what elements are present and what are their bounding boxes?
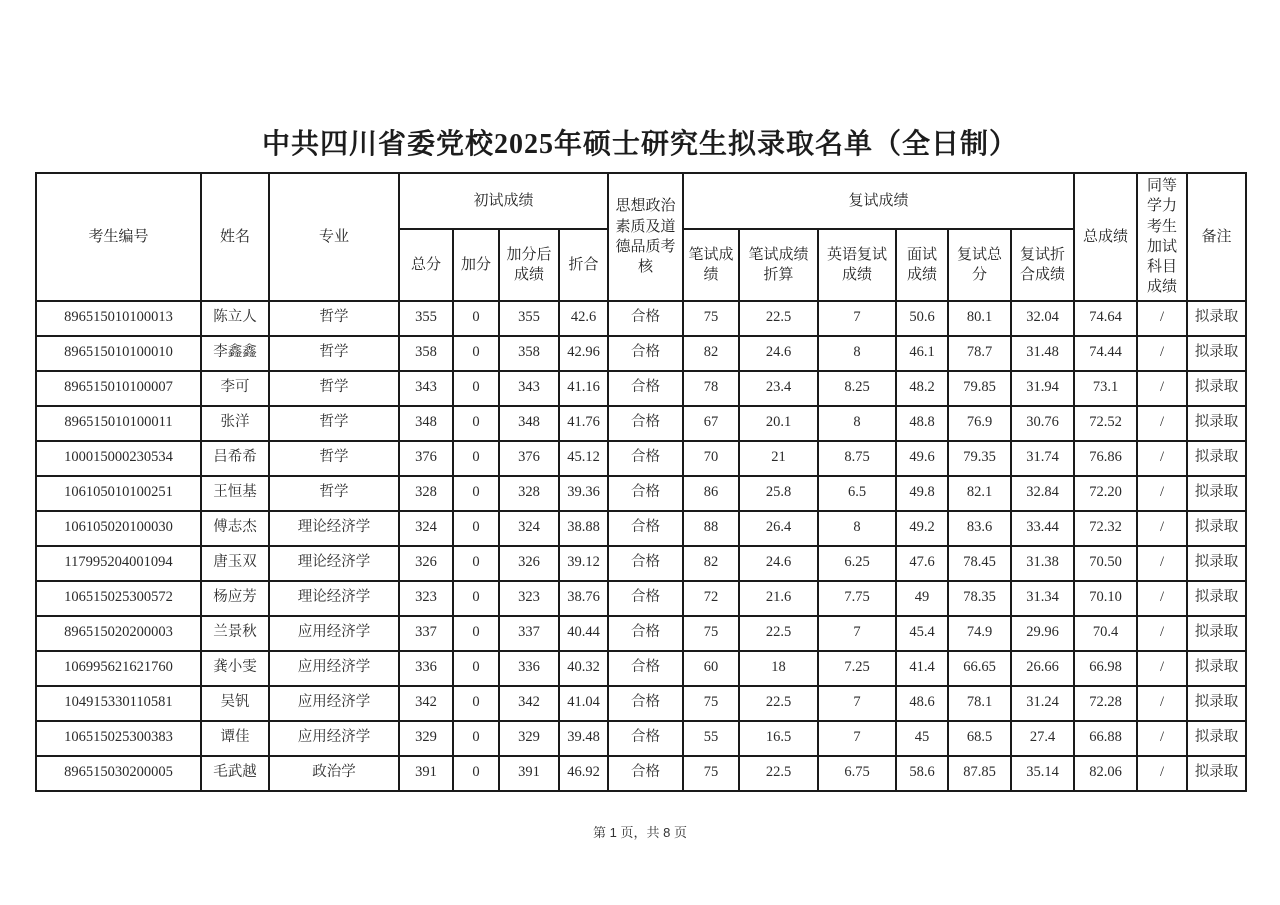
cell-retest-converted: 29.96: [1011, 616, 1074, 651]
cell-interview-score: 48.8: [896, 406, 948, 441]
cell-written-converted: 23.4: [739, 371, 818, 406]
cell-english-retest: 7: [818, 721, 896, 756]
cell-bonus: 0: [453, 336, 499, 371]
cell-final-score: 76.86: [1074, 441, 1137, 476]
cell-interview-score: 48.2: [896, 371, 948, 406]
cell-retest-total: 80.1: [948, 301, 1011, 336]
cell-initial-total: 329: [399, 721, 453, 756]
cell-interview-score: 45: [896, 721, 948, 756]
cell-remark: 拟录取: [1187, 371, 1246, 406]
cell-initial-total: 343: [399, 371, 453, 406]
header-retest-converted: 复试折合成绩: [1011, 229, 1074, 300]
cell-retest-converted: 31.74: [1011, 441, 1074, 476]
cell-ideology-check: 合格: [608, 476, 683, 511]
cell-retest-converted: 31.94: [1011, 371, 1074, 406]
cell-retest-converted: 33.44: [1011, 511, 1074, 546]
cell-retest-total: 74.9: [948, 616, 1011, 651]
cell-remark: 拟录取: [1187, 406, 1246, 441]
cell-written-score: 82: [683, 546, 739, 581]
cell-retest-converted: 26.66: [1011, 651, 1074, 686]
cell-major: 哲学: [269, 441, 399, 476]
cell-remark: 拟录取: [1187, 336, 1246, 371]
cell-final-score: 73.1: [1074, 371, 1137, 406]
cell-written-score: 78: [683, 371, 739, 406]
cell-bonus: 0: [453, 651, 499, 686]
cell-equivalent-extra: /: [1137, 301, 1187, 336]
page-title: 中共四川省委党校2025年硕士研究生拟录取名单（全日制）: [261, 129, 1018, 160]
header-written-score: 笔试成绩: [683, 229, 739, 300]
cell-bonus: 0: [453, 756, 499, 791]
cell-score-after-bonus: 329: [499, 721, 559, 756]
cell-retest-total: 66.65: [948, 651, 1011, 686]
cell-initial-total: 355: [399, 301, 453, 336]
cell-retest-total: 87.85: [948, 756, 1011, 791]
cell-interview-score: 58.6: [896, 756, 948, 791]
cell-remark: 拟录取: [1187, 511, 1246, 546]
header-major: 专业: [269, 173, 399, 301]
cell-retest-total: 83.6: [948, 511, 1011, 546]
cell-written-score: 75: [683, 686, 739, 721]
cell-name: 吕希希: [201, 441, 269, 476]
cell-equivalent-extra: /: [1137, 546, 1187, 581]
table-row: [36, 511, 1246, 546]
cell-exam-no: 106515025300572: [36, 581, 201, 616]
cell-final-score: 72.20: [1074, 476, 1137, 511]
table-row: [36, 441, 1246, 476]
cell-equivalent-extra: /: [1137, 756, 1187, 791]
cell-score-after-bonus: 348: [499, 406, 559, 441]
cell-english-retest: 7: [818, 616, 896, 651]
cell-written-score: 86: [683, 476, 739, 511]
cell-score-after-bonus: 355: [499, 301, 559, 336]
cell-english-retest: 7: [818, 301, 896, 336]
cell-name: 杨应芳: [201, 581, 269, 616]
cell-final-score: 66.98: [1074, 651, 1137, 686]
cell-english-retest: 6.25: [818, 546, 896, 581]
cell-exam-no: 106105020100030: [36, 511, 201, 546]
cell-final-score: 72.52: [1074, 406, 1137, 441]
cell-retest-converted: 27.4: [1011, 721, 1074, 756]
cell-name: 龚小雯: [201, 651, 269, 686]
cell-interview-score: 49: [896, 581, 948, 616]
cell-retest-converted: 31.24: [1011, 686, 1074, 721]
cell-exam-no: 896515030200005: [36, 756, 201, 791]
cell-equivalent-extra: /: [1137, 686, 1187, 721]
cell-name: 陈立人: [201, 301, 269, 336]
header-exam-no: 考生编号: [36, 173, 201, 301]
table-row: [36, 371, 1246, 406]
cell-name: 傅志杰: [201, 511, 269, 546]
cell-score-after-bonus: 342: [499, 686, 559, 721]
cell-written-score: 55: [683, 721, 739, 756]
cell-written-score: 82: [683, 336, 739, 371]
cell-retest-converted: 31.38: [1011, 546, 1074, 581]
header-initial-total: 总分: [399, 229, 453, 300]
table-row: [36, 301, 1246, 336]
cell-major: 政治学: [269, 756, 399, 791]
page-number: 第 1 页，共 8 页: [593, 825, 687, 840]
cell-exam-no: 896515010100011: [36, 406, 201, 441]
cell-ideology-check: 合格: [608, 651, 683, 686]
cell-english-retest: 8: [818, 511, 896, 546]
header-score-after-bonus: 加分后成绩: [499, 229, 559, 300]
cell-equivalent-extra: /: [1137, 441, 1187, 476]
cell-score-after-bonus: 343: [499, 371, 559, 406]
cell-initial-total: 337: [399, 616, 453, 651]
cell-exam-no: 896515010100013: [36, 301, 201, 336]
cell-score-after-bonus: 326: [499, 546, 559, 581]
cell-equivalent-extra: /: [1137, 511, 1187, 546]
cell-name: 李可: [201, 371, 269, 406]
cell-name: 吴钒: [201, 686, 269, 721]
table-row: [36, 756, 1246, 791]
cell-written-converted: 22.5: [739, 616, 818, 651]
cell-major: 哲学: [269, 476, 399, 511]
cell-english-retest: 6.5: [818, 476, 896, 511]
cell-bonus: 0: [453, 511, 499, 546]
cell-final-score: 70.50: [1074, 546, 1137, 581]
cell-retest-total: 78.35: [948, 581, 1011, 616]
header-remark: 备注: [1187, 173, 1246, 301]
cell-exam-no: 896515010100010: [36, 336, 201, 371]
cell-ideology-check: 合格: [608, 301, 683, 336]
cell-ideology-check: 合格: [608, 441, 683, 476]
admission-table: [35, 172, 1247, 792]
cell-english-retest: 8: [818, 336, 896, 371]
cell-interview-score: 50.6: [896, 301, 948, 336]
cell-initial-converted: 42.96: [559, 336, 608, 371]
table-row: [36, 616, 1246, 651]
cell-written-converted: 20.1: [739, 406, 818, 441]
cell-final-score: 72.28: [1074, 686, 1137, 721]
cell-bonus: 0: [453, 546, 499, 581]
cell-score-after-bonus: 337: [499, 616, 559, 651]
cell-written-converted: 22.5: [739, 301, 818, 336]
cell-ideology-check: 合格: [608, 721, 683, 756]
cell-equivalent-extra: /: [1137, 616, 1187, 651]
cell-bonus: 0: [453, 476, 499, 511]
table-row: [36, 546, 1246, 581]
cell-equivalent-extra: /: [1137, 476, 1187, 511]
cell-exam-no: 117995204001094: [36, 546, 201, 581]
cell-english-retest: 7: [818, 686, 896, 721]
table-row: [36, 651, 1246, 686]
cell-retest-total: 82.1: [948, 476, 1011, 511]
cell-interview-score: 46.1: [896, 336, 948, 371]
cell-score-after-bonus: 391: [499, 756, 559, 791]
cell-name: 李鑫鑫: [201, 336, 269, 371]
cell-major: 应用经济学: [269, 651, 399, 686]
cell-written-score: 60: [683, 651, 739, 686]
cell-ideology-check: 合格: [608, 511, 683, 546]
cell-major: 哲学: [269, 336, 399, 371]
table-row: [36, 406, 1246, 441]
cell-written-converted: 21.6: [739, 581, 818, 616]
cell-exam-no: 106515025300383: [36, 721, 201, 756]
cell-english-retest: 8: [818, 406, 896, 441]
cell-initial-converted: 39.48: [559, 721, 608, 756]
header-written-converted: 笔试成绩折算: [739, 229, 818, 300]
cell-score-after-bonus: 328: [499, 476, 559, 511]
cell-retest-converted: 31.34: [1011, 581, 1074, 616]
cell-remark: 拟录取: [1187, 651, 1246, 686]
cell-retest-converted: 31.48: [1011, 336, 1074, 371]
cell-ideology-check: 合格: [608, 616, 683, 651]
cell-name: 毛武越: [201, 756, 269, 791]
header-initial-converted: 折合: [559, 229, 608, 300]
cell-exam-no: 106105010100251: [36, 476, 201, 511]
cell-equivalent-extra: /: [1137, 336, 1187, 371]
header-group-retest: 复试成绩: [683, 173, 1074, 229]
cell-score-after-bonus: 358: [499, 336, 559, 371]
cell-major: 哲学: [269, 301, 399, 336]
cell-exam-no: 104915330110581: [36, 686, 201, 721]
cell-final-score: 72.32: [1074, 511, 1137, 546]
cell-initial-total: 323: [399, 581, 453, 616]
cell-remark: 拟录取: [1187, 616, 1246, 651]
header-interview-score: 面试成绩: [896, 229, 948, 300]
cell-initial-converted: 46.92: [559, 756, 608, 791]
cell-initial-converted: 42.6: [559, 301, 608, 336]
cell-initial-converted: 39.12: [559, 546, 608, 581]
cell-retest-converted: 30.76: [1011, 406, 1074, 441]
cell-written-score: 67: [683, 406, 739, 441]
cell-score-after-bonus: 336: [499, 651, 559, 686]
cell-initial-total: 358: [399, 336, 453, 371]
cell-retest-total: 79.35: [948, 441, 1011, 476]
cell-written-score: 75: [683, 756, 739, 791]
cell-interview-score: 47.6: [896, 546, 948, 581]
cell-interview-score: 45.4: [896, 616, 948, 651]
cell-equivalent-extra: /: [1137, 371, 1187, 406]
table-row: [36, 336, 1246, 371]
cell-english-retest: 8.75: [818, 441, 896, 476]
cell-initial-converted: 41.04: [559, 686, 608, 721]
cell-initial-total: 342: [399, 686, 453, 721]
cell-bonus: 0: [453, 686, 499, 721]
cell-bonus: 0: [453, 441, 499, 476]
cell-remark: 拟录取: [1187, 441, 1246, 476]
cell-initial-converted: 40.44: [559, 616, 608, 651]
cell-initial-total: 324: [399, 511, 453, 546]
cell-interview-score: 49.6: [896, 441, 948, 476]
cell-ideology-check: 合格: [608, 686, 683, 721]
cell-remark: 拟录取: [1187, 476, 1246, 511]
cell-written-converted: 24.6: [739, 336, 818, 371]
cell-equivalent-extra: /: [1137, 406, 1187, 441]
cell-written-converted: 18: [739, 651, 818, 686]
cell-score-after-bonus: 323: [499, 581, 559, 616]
cell-ideology-check: 合格: [608, 581, 683, 616]
cell-written-converted: 16.5: [739, 721, 818, 756]
cell-name: 谭佳: [201, 721, 269, 756]
cell-final-score: 74.44: [1074, 336, 1137, 371]
cell-name: 唐玉双: [201, 546, 269, 581]
header-english-retest: 英语复试成绩: [818, 229, 896, 300]
cell-final-score: 70.4: [1074, 616, 1137, 651]
cell-name: 张洋: [201, 406, 269, 441]
cell-initial-converted: 40.32: [559, 651, 608, 686]
cell-remark: 拟录取: [1187, 581, 1246, 616]
cell-score-after-bonus: 376: [499, 441, 559, 476]
cell-interview-score: 49.8: [896, 476, 948, 511]
cell-retest-converted: 32.84: [1011, 476, 1074, 511]
cell-remark: 拟录取: [1187, 721, 1246, 756]
header-bonus: 加分: [453, 229, 499, 300]
header-equivalent-extra: 同等学力考生加试科目成绩: [1137, 173, 1187, 301]
cell-written-converted: 22.5: [739, 686, 818, 721]
cell-exam-no: 896515020200003: [36, 616, 201, 651]
cell-exam-no: 100015000230534: [36, 441, 201, 476]
cell-equivalent-extra: /: [1137, 651, 1187, 686]
cell-initial-total: 336: [399, 651, 453, 686]
cell-final-score: 66.88: [1074, 721, 1137, 756]
cell-written-score: 75: [683, 616, 739, 651]
cell-initial-total: 328: [399, 476, 453, 511]
cell-final-score: 70.10: [1074, 581, 1137, 616]
cell-major: 应用经济学: [269, 616, 399, 651]
cell-retest-total: 78.1: [948, 686, 1011, 721]
cell-name: 兰景秋: [201, 616, 269, 651]
table-row: [36, 721, 1246, 756]
cell-exam-no: 896515010100007: [36, 371, 201, 406]
cell-interview-score: 48.6: [896, 686, 948, 721]
header-retest-total: 复试总分: [948, 229, 1011, 300]
cell-written-score: 88: [683, 511, 739, 546]
cell-initial-total: 326: [399, 546, 453, 581]
cell-retest-converted: 35.14: [1011, 756, 1074, 791]
header-ideology-check: 思想政治素质及道德品质考核: [608, 173, 683, 301]
cell-major: 哲学: [269, 371, 399, 406]
cell-initial-converted: 39.36: [559, 476, 608, 511]
cell-written-converted: 24.6: [739, 546, 818, 581]
header-final-score: 总成绩: [1074, 173, 1137, 301]
cell-initial-total: 391: [399, 756, 453, 791]
cell-ideology-check: 合格: [608, 336, 683, 371]
cell-initial-converted: 41.16: [559, 371, 608, 406]
header-group-initial: 初试成绩: [399, 173, 608, 229]
cell-initial-converted: 38.76: [559, 581, 608, 616]
table-row: [36, 581, 1246, 616]
table-body: [36, 301, 1246, 791]
cell-final-score: 74.64: [1074, 301, 1137, 336]
cell-exam-no: 106995621621760: [36, 651, 201, 686]
cell-ideology-check: 合格: [608, 546, 683, 581]
cell-interview-score: 49.2: [896, 511, 948, 546]
cell-english-retest: 8.25: [818, 371, 896, 406]
cell-remark: 拟录取: [1187, 546, 1246, 581]
cell-final-score: 82.06: [1074, 756, 1137, 791]
cell-written-converted: 21: [739, 441, 818, 476]
table-row: [36, 686, 1246, 721]
cell-initial-converted: 45.12: [559, 441, 608, 476]
cell-bonus: 0: [453, 721, 499, 756]
cell-bonus: 0: [453, 301, 499, 336]
header-name: 姓名: [201, 173, 269, 301]
cell-written-converted: 26.4: [739, 511, 818, 546]
cell-initial-total: 348: [399, 406, 453, 441]
cell-equivalent-extra: /: [1137, 581, 1187, 616]
cell-major: 理论经济学: [269, 546, 399, 581]
table-row: [36, 476, 1246, 511]
cell-name: 王恒基: [201, 476, 269, 511]
cell-retest-total: 78.45: [948, 546, 1011, 581]
cell-major: 应用经济学: [269, 721, 399, 756]
cell-bonus: 0: [453, 581, 499, 616]
cell-bonus: 0: [453, 616, 499, 651]
cell-major: 理论经济学: [269, 581, 399, 616]
cell-score-after-bonus: 324: [499, 511, 559, 546]
cell-english-retest: 6.75: [818, 756, 896, 791]
cell-remark: 拟录取: [1187, 686, 1246, 721]
cell-written-score: 75: [683, 301, 739, 336]
cell-english-retest: 7.25: [818, 651, 896, 686]
cell-written-converted: 25.8: [739, 476, 818, 511]
cell-ideology-check: 合格: [608, 371, 683, 406]
cell-retest-total: 78.7: [948, 336, 1011, 371]
cell-remark: 拟录取: [1187, 756, 1246, 791]
cell-major: 哲学: [269, 406, 399, 441]
cell-bonus: 0: [453, 406, 499, 441]
cell-interview-score: 41.4: [896, 651, 948, 686]
cell-retest-total: 76.9: [948, 406, 1011, 441]
cell-remark: 拟录取: [1187, 301, 1246, 336]
cell-initial-total: 376: [399, 441, 453, 476]
cell-written-score: 72: [683, 581, 739, 616]
cell-initial-converted: 41.76: [559, 406, 608, 441]
cell-major: 理论经济学: [269, 511, 399, 546]
cell-retest-total: 79.85: [948, 371, 1011, 406]
cell-retest-converted: 32.04: [1011, 301, 1074, 336]
cell-written-converted: 22.5: [739, 756, 818, 791]
cell-retest-total: 68.5: [948, 721, 1011, 756]
cell-initial-converted: 38.88: [559, 511, 608, 546]
cell-written-score: 70: [683, 441, 739, 476]
cell-ideology-check: 合格: [608, 756, 683, 791]
cell-equivalent-extra: /: [1137, 721, 1187, 756]
cell-english-retest: 7.75: [818, 581, 896, 616]
cell-bonus: 0: [453, 371, 499, 406]
cell-ideology-check: 合格: [608, 406, 683, 441]
cell-major: 应用经济学: [269, 686, 399, 721]
